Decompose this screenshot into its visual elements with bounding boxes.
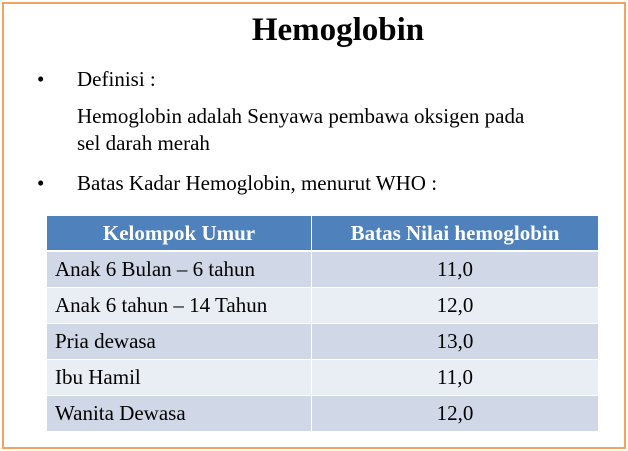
cell-age-group: Anak 6 Bulan – 6 tahun	[47, 251, 312, 288]
cell-hb-value: 12,0	[312, 396, 599, 432]
definition-line: Hemoglobin adalah Senyawa pembawa oksigen pada	[77, 104, 525, 128]
cell-age-group: Wanita Dewasa	[47, 396, 312, 432]
table-header-row	[47, 216, 598, 251]
table-row	[47, 251, 598, 288]
slide	[2, 2, 626, 449]
table-row	[47, 360, 598, 396]
column-header-age-group: Kelompok Umur	[47, 216, 312, 251]
bullet-who-label: Batas Kadar Hemoglobin, menurut WHO :	[77, 171, 438, 195]
table-row	[47, 324, 598, 360]
hemoglobin-table	[47, 216, 598, 431]
cell-hb-value: 11,0	[312, 360, 599, 396]
definition-line: sel darah merah	[77, 131, 210, 155]
bullet-dot: •	[37, 67, 45, 91]
table-row	[47, 396, 598, 432]
column-header-hb-limit: Batas Nilai hemoglobin	[312, 216, 599, 251]
cell-age-group: Pria dewasa	[47, 324, 312, 360]
cell-hb-value: 13,0	[312, 324, 599, 360]
bullet-definition-label: Definisi :	[77, 67, 156, 91]
cell-hb-value: 12,0	[312, 288, 599, 324]
definition-text	[77, 103, 617, 157]
bullet-dot: •	[37, 171, 45, 195]
cell-age-group: Anak 6 tahun – 14 Tahun	[47, 288, 312, 324]
cell-age-group: Ibu Hamil	[47, 360, 312, 396]
slide-title: Hemoglobin	[251, 12, 425, 48]
table-row	[47, 288, 598, 324]
cell-hb-value: 11,0	[312, 251, 599, 288]
